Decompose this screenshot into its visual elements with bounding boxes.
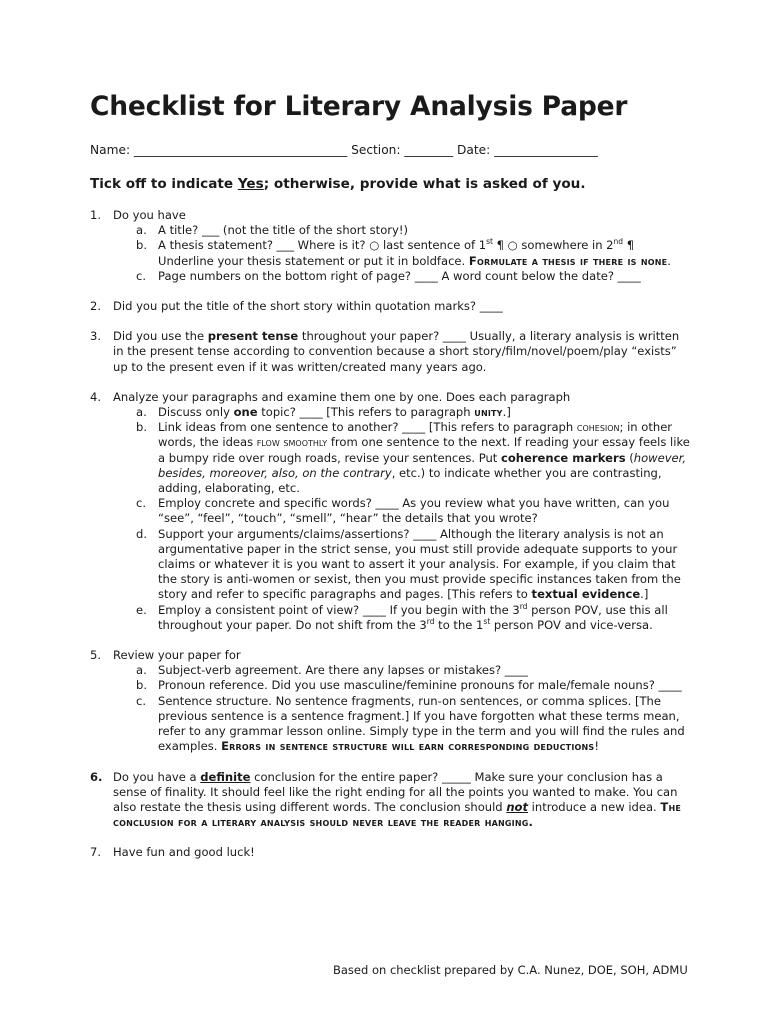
sub-item-1b: b. A thesis statement? ___ Where is it? ○ last sentence of 1st ¶ ○ somewhere in 2nd ¶ Underline your thesis statement or put it in boldface. Formulate a thesis if there is none.: [136, 237, 671, 268]
sub-item-5b: b. Pronoun reference. Did you use masculine/feminine pronouns for male/female nouns? ____: [136, 678, 682, 693]
page-title: Checklist for Literary Analysis Paper: [90, 91, 628, 122]
checklist-item-1: 1. Do you have a. A title? ___ (not the title of the short story!) b. A thesis statement? ___ Where is it? ○ last sentence of 1st ¶ ○ somewhere in 2nd ¶ Underline your thesis statement or put it in boldface. Formulate a thesis if there is none. c. Page numbers on the bottom right of page? ____ A word count below the date? ____: [90, 208, 690, 284]
sub-item-4a: a. Discuss only one topic? ____ [This refers to paragraph unity.]: [136, 405, 511, 420]
sub-item-5a: a. Subject-verb agreement. Are there any lapses or mistakes? ____: [136, 663, 528, 678]
sub-item-4c: c. Employ concrete and specific words? ____ As you review what you have written, can you “see”, “feel”, “touch”, “smell”, “hear” the details that you wrote?: [136, 496, 670, 526]
sub-item-1c: c. Page numbers on the bottom right of page? ____ A word count below the date? ____: [136, 268, 641, 283]
sub-item-4e: e. Employ a consistent point of view? ____ If you begin with the 3rd person POV, use this all throughout your paper. Do not shift from the 3rd to the 1st person POV and vice-versa.: [136, 601, 668, 632]
circle-option-icon[interactable]: ○: [369, 238, 380, 253]
student-info-line: Name: ___________________________________ Section: ________ Date: _________________: [90, 143, 598, 157]
checklist-item-6: 6. Do you have a definite conclusion for the entire paper? _____ Make sure your conclusion has a sense of finality. It should feel like the right ending for all the points you wanted to make. You can also restate the thesis using different words. The conclusion should not introduce a new idea. The conclusion for a literary analysis should never leave the reader hanging.: [90, 769, 682, 830]
checklist-item-3: 3. Did you use the present tense throughout your paper? ____ Usually, a literary analysis is written in the present tense according to convention because a short story/film/novel/poem/play “exists” up to the present even if it was written/created many years ago.: [90, 329, 680, 374]
sub-item-4d: d. Support your arguments/claims/assertions? ____ Although the literary analysis is not an argumentative paper in the strict sense, you must still provide adequate supports to your claims or whatever it is you want to assert it your analysis. For example, if you claim that the story is anti-women or sexist, then you must provide specific instances taken from the story and refer to specific paragraphs and pages. [This refers to textual evidence.]: [136, 526, 681, 602]
instructions: Tick off to indicate Yes; otherwise, provide what is asked of you.: [90, 176, 586, 192]
circle-option-icon[interactable]: ○: [507, 238, 518, 253]
checklist-item-4: 4. Analyze your paragraphs and examine them one by one. Does each paragraph a. Discuss only one topic? ____ [This refers to paragraph unity.] b. Link ideas from one sentence to another? ____ [This refers to paragraph cohesion; in other words, the ideas flow smoothly from one sentence to the next. If reading your essay feels like a bumpy ride over rough roads, revise your sentences. Put coherence markers (however, besides, moreover, also, on the contrary, etc.) to indicate whether you are contrasting, adding, elaborating, etc. c. Employ concrete and specific words? ____ As you review what you have written, can you “see”, “feel”, “touch”, “smell”, “hear” the details that you wrote? d. Support your arguments/claims/assertions? ____ Although the literary analysis is not an argumentative paper in the strict sense, you must still provide adequate supports to your claims or whatever it is you want to assert it your analysis. For example, if you claim that the story is anti-women or sexist, then you must provide specific instances taken from the story and refer to specific paragraphs and pages. [This refers to textual evidence.] e. Employ a consistent point of view? ____ If you begin with the 3rd person POV, use this all throughout your paper. Do not shift from the 3rd to the 1st person POV and vice-versa.: [90, 389, 690, 632]
yes-word: Yes: [237, 176, 264, 192]
sub-item-4b: b. Link ideas from one sentence to another? ____ [This refers to paragraph cohesion; in other words, the ideas flow smoothly from one sentence to the next. If reading your essay feels like a bumpy ride over rough roads, revise your sentences. Put coherence markers (however, besides, moreover, also, on the contrary, etc.) to indicate whether you are contrasting, adding, elaborating, etc.: [136, 420, 690, 496]
checklist: [90, 208, 690, 876]
checklist-item-7: 7. Have fun and good luck!: [90, 845, 255, 860]
checklist-item-5: 5. Review your paper for a. Subject-verb agreement. Are there any lapses or mistakes? ____ b. Pronoun reference. Did you use masculine/feminine pronouns for male/female nouns? ____ c. Sentence structure. No sentence fragments, run-on sentences, or comma splices. [The previous sentence is a sentence fragment.] If you have forgotten what these terms mean, refer to any grammar lesson online. Simply type in the term and you will find the rules and examples. Errors in sentence structure will earn corresponding deductions!: [90, 648, 690, 754]
sub-item-1a: a. A title? ___ (not the title of the short story!): [136, 223, 408, 238]
sub-item-5c: c. Sentence structure. No sentence fragments, run-on sentences, or comma splices. [The previous sentence is a sentence fragment.] If you have forgotten what these terms mean, refer to any grammar lesson online. Simply type in the term and you will find the rules and examples. Errors in sentence structure will earn corresponding deductions!: [136, 693, 685, 754]
footer-credit: Based on checklist prepared by C.A. Nunez, DOE, SOH, ADMU: [333, 963, 688, 977]
checklist-item-2: 2. Did you put the title of the short story within quotation marks? ____: [90, 299, 503, 314]
